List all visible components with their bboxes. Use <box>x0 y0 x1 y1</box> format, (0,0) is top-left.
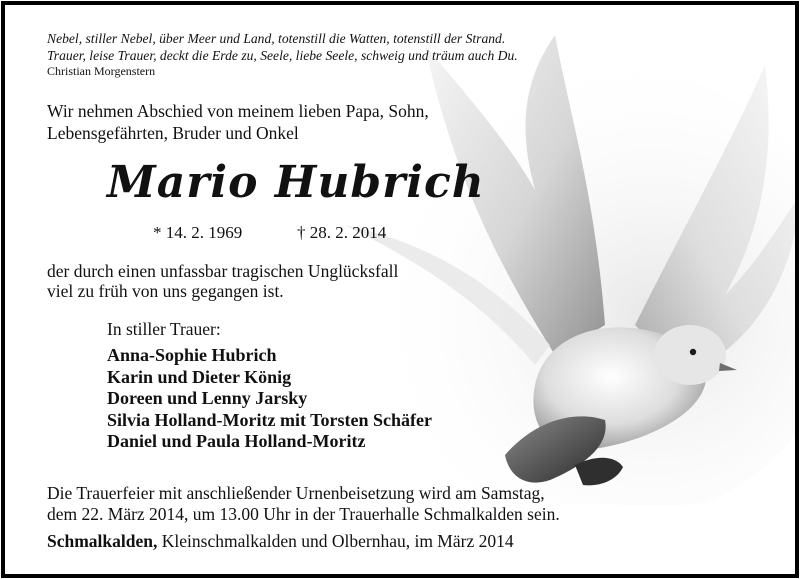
intro-text <box>47 100 429 144</box>
birth-date: * 14. 2. 1969 <box>153 223 243 242</box>
mourner-name: Karin und Dieter König <box>107 366 292 387</box>
quote-line-2: Trauer, leise Trauer, deckt die Erde zu, Seele, liebe Seele, schweig und träum auch Du. <box>47 48 518 63</box>
mourners-list <box>107 345 432 453</box>
deceased-name: Mario Hubrich <box>107 157 485 208</box>
funeral-line-2: dem 22. März 2014, um 13.00 Uhr in der Trauerhalle Schmalkalden sein. <box>47 504 560 524</box>
mourner-name: Daniel und Paula Holland-Moritz <box>107 431 366 451</box>
place-town: Schmalkalden, <box>47 531 158 551</box>
mourner-name: Silvia Holland-Moritz mit Torsten Schäfer <box>107 409 432 430</box>
mourner-name: Doreen und Lenny Jarsky <box>107 388 308 408</box>
circumstance-text <box>47 261 398 301</box>
intro-line-1: Wir nehmen Abschied von meinem lieben Papa, Sohn, <box>47 101 429 121</box>
mourner-name: Anna-Sophie Hubrich <box>107 345 277 365</box>
quote-author: Christian Morgenstern <box>47 64 156 78</box>
intro-line-2: Lebensgefährten, Bruder und Onkel <box>47 123 299 143</box>
quote-line-1: Nebel, stiller Nebel, über Meer und Land, totenstill die Watten, totenstill der Strand. <box>47 31 506 46</box>
circumstance-line-1: der durch einen unfassbar tragischen Unglücksfall <box>47 261 399 281</box>
place-rest: Kleinschmalkalden und Olbernhau, im März 2014 <box>157 531 514 551</box>
obituary-card <box>1 1 799 578</box>
death-date: † 28. 2. 2014 <box>297 223 387 242</box>
place-date-line <box>47 531 514 552</box>
funeral-line-1: Die Trauerfeier mit anschließender Urnenbeisetzung wird am Samstag, <box>47 483 545 503</box>
mourning-label: In stiller Trauer: <box>107 319 221 339</box>
circumstance-line-2: viel zu früh von uns gegangen ist. <box>47 281 284 301</box>
funeral-info <box>47 483 560 525</box>
